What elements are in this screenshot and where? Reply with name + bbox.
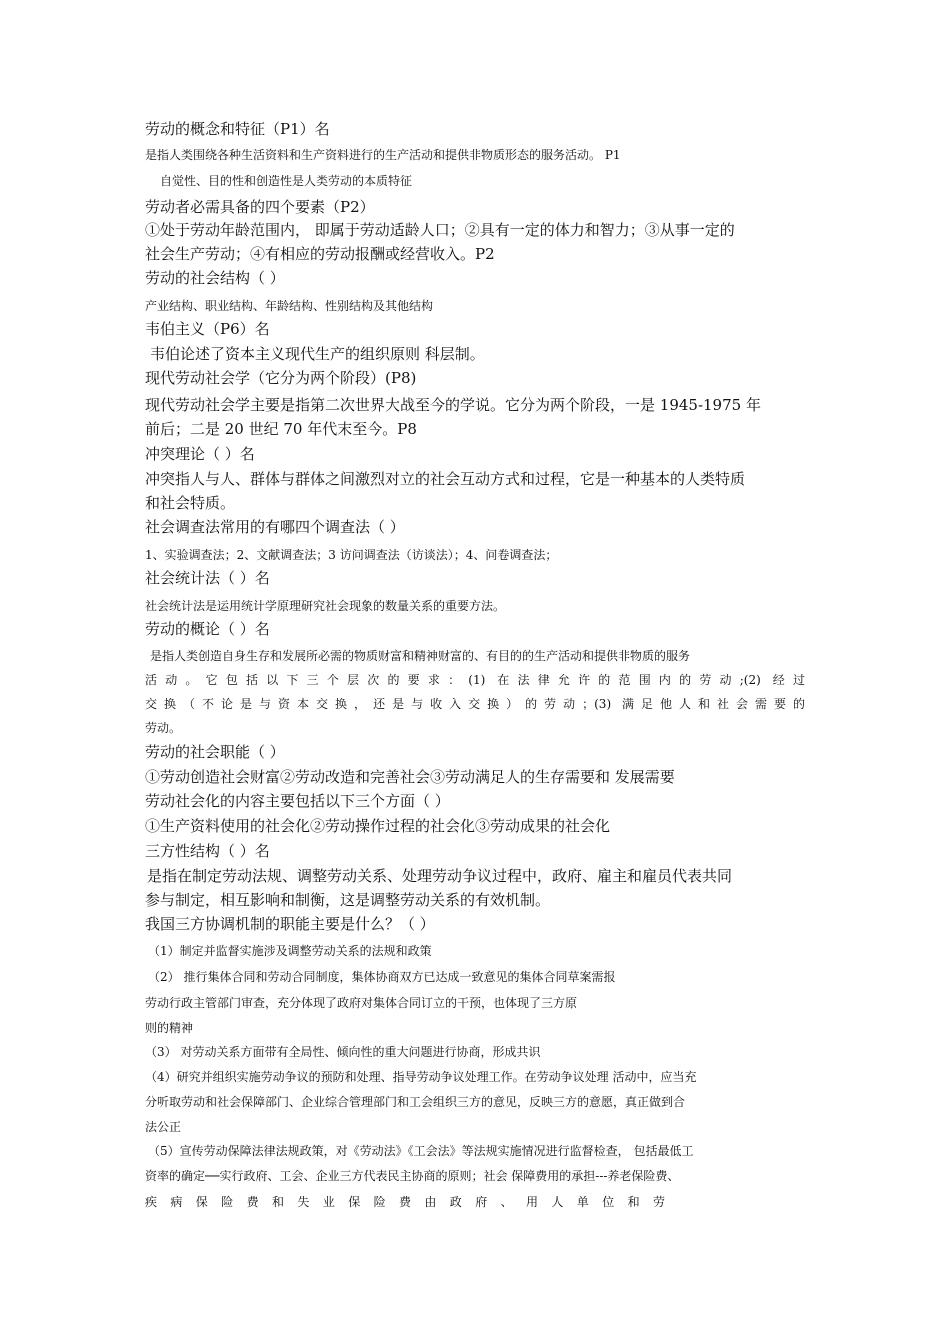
text-four-elements-2: 社会生产劳动；④有相应的劳动报酬或经营收入。P2 xyxy=(145,245,495,263)
text-function-2-line-2: 劳动行政主管部门审查，充分体现了政府对集体合同订立的干预，也体现了三方原 xyxy=(145,996,578,1010)
text-labor-social-functions: ①劳动创造社会财富②劳动改造和完善社会③劳动满足人的生存需要和 发展需要 xyxy=(145,768,675,786)
text-tripartite-structure-2: 参与制定，相互影响和制衡，这是调整劳动关系的有效机制。 xyxy=(145,891,551,909)
text-labor-socialization: ①生产资料使用的社会化②劳动操作过程的社会化③劳动成果的社会化 xyxy=(145,817,611,835)
heading-labor-overview: 劳动的概论（ ）名 xyxy=(145,620,270,638)
heading-four-elements: 劳动者必需具备的四个要素（P2） xyxy=(145,198,375,216)
text-function-4-line-1: （4）研究并组织实施劳动争议的预防和处理、指导劳动争议处理工作。在劳动争议处理 活动中，应当充 xyxy=(145,1070,697,1084)
heading-labor-socialization: 劳动社会化的内容主要包括以下三个方面（ ） xyxy=(145,792,450,810)
text-function-5-line-3: 疾病保险费和失业保险费由政府、用人单位和劳 xyxy=(145,1195,665,1209)
text-function-3: （3） 对劳动关系方面带有全局性、倾向性的重大问题进行协商，形成共识 xyxy=(145,1045,541,1059)
heading-modern-labor-sociology: 现代劳动社会学（它分为两个阶段）(P8) xyxy=(145,369,417,387)
text-function-2-line-1: （2） 推行集体合同和劳动合同制度，集体协商双方已达成一致意见的集体合同草案需报 xyxy=(148,970,616,984)
heading-weberism: 韦伯主义（P6）名 xyxy=(145,320,270,338)
text-labor-overview-4: 劳动。 xyxy=(145,721,182,735)
text-conflict-theory-1: 冲突指人与人、群体与群体之间激烈对立的社会互动方式和过程，它是一种基本的人类特质 xyxy=(145,470,746,488)
text-function-2-line-3: 则的精神 xyxy=(145,1021,194,1035)
text-social-structure: 产业结构、职业结构、年龄结构、性别结构及其他结构 xyxy=(145,299,434,313)
text-survey-methods: 1、实验调查法；2、文献调查法；3 访问调查法（访谈法）；4、问卷调查法； xyxy=(145,548,558,562)
text-labor-overview-2: 活动。它包括以下三个层次的要求：(1) 在法律允许的范围内的劳动;(2) 经过 xyxy=(145,673,805,687)
heading-social-structure: 劳动的社会结构（ ） xyxy=(145,269,285,287)
text-labor-definition: 是指人类围绕各种生活资料和生产资料进行的生产活动和提供非物质形态的服务活动。 P1 xyxy=(145,148,621,162)
heading-labor-social-functions: 劳动的社会职能（ ） xyxy=(145,743,285,761)
heading-tripartite-structure: 三方性结构（ ）名 xyxy=(145,842,270,860)
text-function-5-line-1: （5）宣传劳动保障法律法规政策，对《劳动法》《工会法》等法规实施情况进行监督检查， 包括最低工 xyxy=(148,1144,694,1158)
heading-social-statistics: 社会统计法（ ）名 xyxy=(145,569,270,587)
text-function-5-line-2: 资率的确定──实行政府、工会、企业三方代表民主协商的原则；社会 保障费用的承担---养老保险费、 xyxy=(145,1169,680,1183)
text-weberism: 韦伯论述了资本主义现代生产的组织原则 科层制。 xyxy=(150,345,485,363)
text-labor-overview-1: 是指人类创造自身生存和发展所必需的物质财富和精神财富的、有目的的生产活动和提供非物质的服务 xyxy=(150,649,691,663)
text-labor-overview-3: 交换（不论是与资本交换，还是与收入交换）的劳动；(3) 满足他人和社会需要的 xyxy=(145,697,805,711)
text-function-1: （1）制定并监督实施涉及调整劳动关系的法规和政策 xyxy=(148,944,432,958)
heading-tripartite-functions: 我国三方协调机制的职能主要是什么？（ ） xyxy=(145,915,435,933)
text-social-statistics: 社会统计法是运用统计学原理研究社会现象的数量关系的重要方法。 xyxy=(145,599,506,613)
text-tripartite-structure-1: 是指在制定劳动法规、调整劳动关系、处理劳动争议过程中，政府、雇主和雇员代表共同 xyxy=(147,867,733,885)
text-modern-labor-sociology-1: 现代劳动社会学主要是指第二次世界大战至今的学说。它分为两个阶段，一是 1945-1975 年 xyxy=(145,396,761,414)
text-four-elements-1: ①处于劳动年龄范围内， 即属于劳动适龄人口；②具有一定的体力和智力；③从事一定的 xyxy=(145,221,735,239)
text-labor-essence: 自觉性、目的性和创造性是人类劳动的本质特征 xyxy=(160,174,413,188)
text-function-4-line-2: 分听取劳动和社会保障部门、企业综合管理部门和工会组织三方的意见，反映三方的意愿，真正做到合 xyxy=(145,1095,686,1109)
heading-survey-methods: 社会调查法常用的有哪四个调查法（ ） xyxy=(145,518,405,536)
text-function-4-line-3: 法公正 xyxy=(145,1120,182,1134)
text-modern-labor-sociology-2: 前后；二是 20 世纪 70 年代末至今。P8 xyxy=(145,420,417,438)
text-conflict-theory-2: 和社会特质。 xyxy=(145,494,236,512)
heading-conflict-theory: 冲突理论（ ）名 xyxy=(145,445,255,463)
heading-labor-concept: 劳动的概念和特征（P1）名 xyxy=(145,120,330,138)
